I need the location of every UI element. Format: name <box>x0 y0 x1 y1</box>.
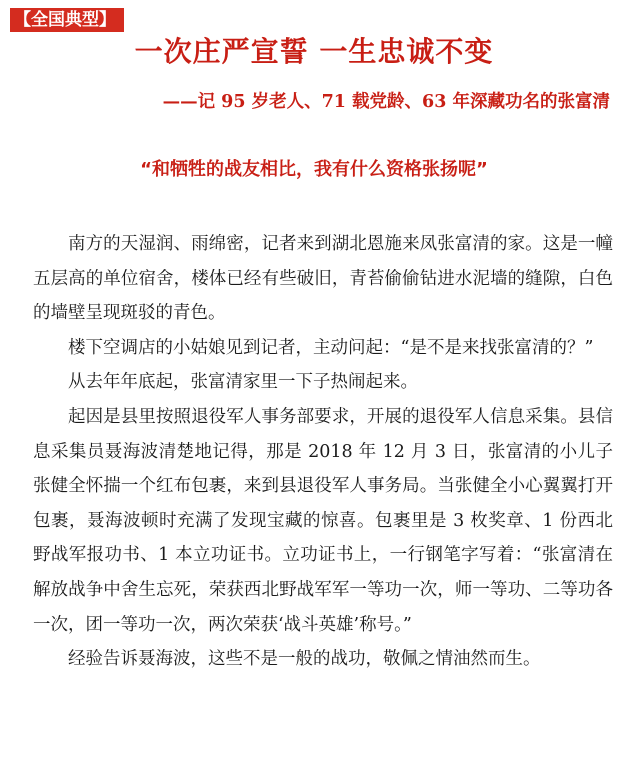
paragraph: 楼下空调店的小姑娘见到记者，主动问起：“是不是来找张富清的？” <box>68 337 594 358</box>
paragraph: 经验告诉聂海波，这些不是一般的战功，敬佩之情油然而生。 <box>68 649 541 670</box>
paragraph: 南方的天湿润、雨绵密，记者来到湖北恩施来凤张富清的家。这是一幢五层高的单位宿舍，楼体已经有些破旧，青苔偷偷钻进水泥墙的缝隙，白色的墙壁呈现斑驳的青色。 <box>33 234 613 324</box>
article-title: 一次庄严宣誓 一生忠诚不变 <box>134 35 494 68</box>
article-body <box>33 227 613 677</box>
article-subtitle: ——记 95 岁老人、71 载党龄、63 年深藏功名的张富清 <box>162 92 610 112</box>
category-tag: 【全国典型】 <box>10 8 124 32</box>
paragraph: 从去年年底起，张富清家里一下子热闹起来。 <box>68 372 418 393</box>
paragraph: 起因是县里按照退役军人事务部要求，开展的退役军人信息采集。县信息采集员聂海波清楚地记得，那是 2018 年 12 月 3 日，张富清的小儿子张健全怀揣一个红布包裹，来到县退役军人事务局。当张健全小心翼翼打开包裹，聂海波顿时充满了发现宝藏的惊喜。包裹里是 3 枚奖章、1 份西北野战军报功书、1 本立功证书。立功证书上，一行钢笔字写着：“张富清在解放战争中舍生忘死，荣获西北野战军军一等功一次，师一等功、二等功各一次，团一等功一次，两次荣获‘战斗英雄’称号。” <box>33 406 613 635</box>
section-heading: “和牺牲的战友相比，我有什么资格张扬呢” <box>140 159 488 180</box>
